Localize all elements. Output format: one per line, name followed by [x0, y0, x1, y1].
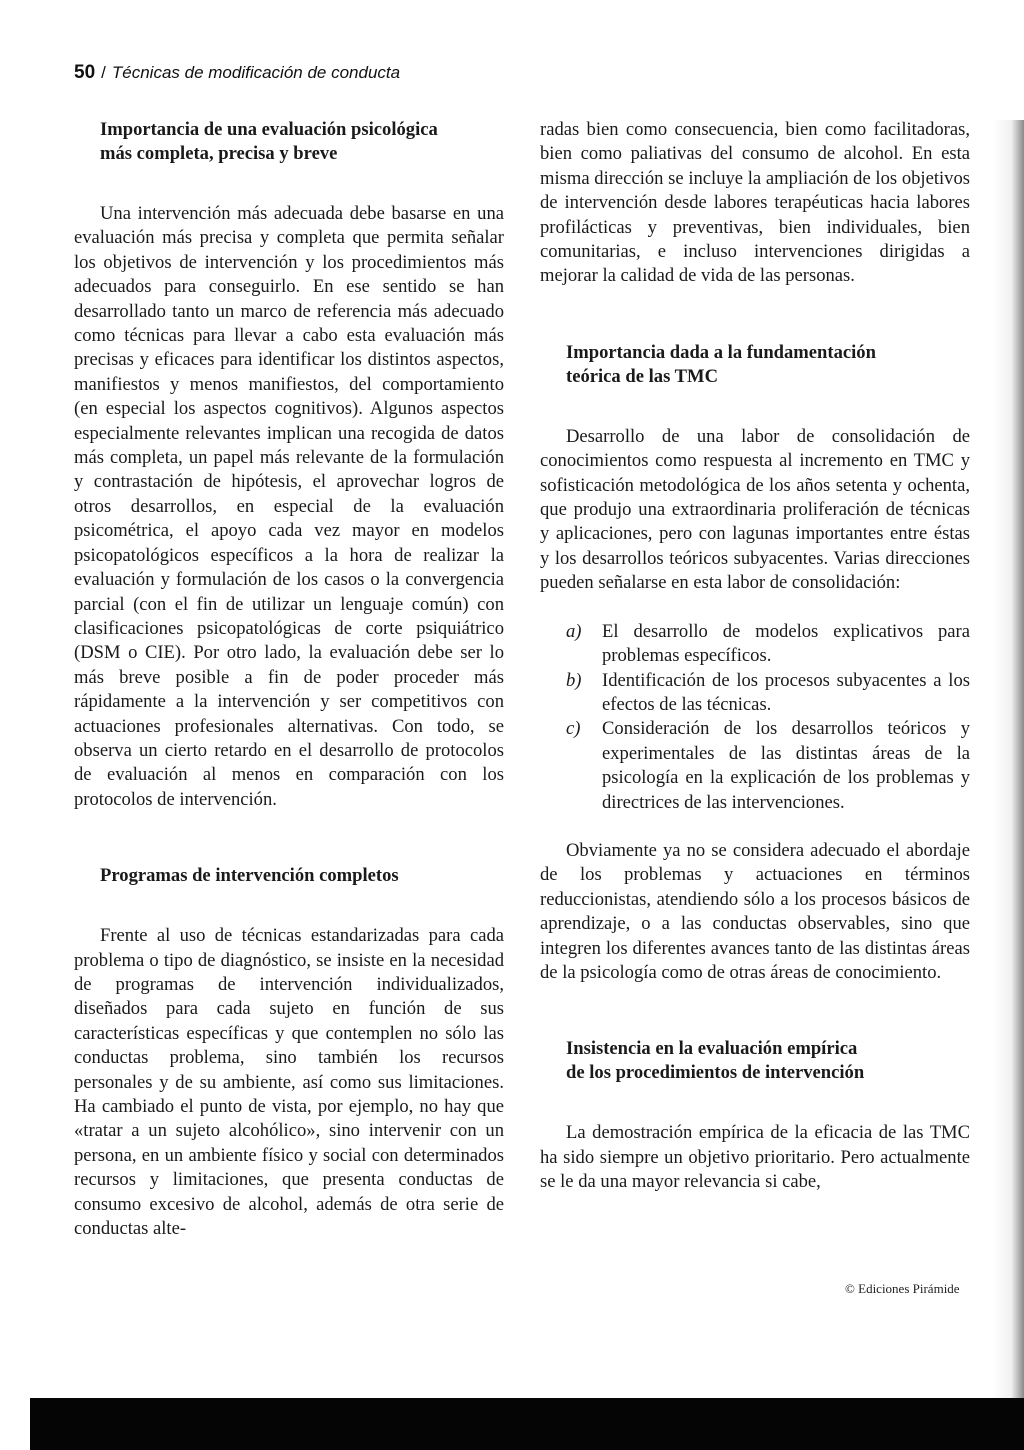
paragraph-programas: Frente al uso de técnicas estandarizadas para cada problema o tipo de diagnóstico, se insiste en la necesidad de programas de intervención individualizados, diseñados para cada sujeto en función de sus características específicas y que contemplen no sólo las conductas problema, sino también los recursos personales y de su ambiente, así como sus limitaciones. Ha cambiado el punto de vista, por ejemplo, no hay que «tratar a un sujeto alcohólico», sino intervenir con un persona, en un ambiente físico y social con determinados recursos y limitaciones, que presenta conductas de consumo excesivo de alcohol, además de otra serie de conductas alte- — [74, 925, 504, 1240]
paragraph-fundamentacion: Desarrollo de una labor de consolidación de conocimientos como respuesta al incremento en TMC y sofisticación metodológica de los años setenta y ochenta, que produjo una extraordinaria proliferación de técnicas y aplicaciones, pero con lagunas importantes entre éstas y los desarrollos teóricos subyacentes. Varias direcciones pueden señalarse en esta labor de consolidación: — [540, 425, 970, 594]
list-item — [540, 669, 970, 718]
heading-line: más completa, precisa y breve — [100, 143, 338, 164]
list-label: a) — [566, 620, 582, 642]
heading-line: Insistencia en la evaluación empírica — [566, 1038, 858, 1060]
heading-line: teórica de las TMC — [566, 365, 718, 387]
paragraph-reduccionismo: Obviamente ya no se considera adecuado el abordaje de los problemas y actuaciones en términos reduccionistas, atendiendo sólo a los procesos básicos de aprendizaje, o a las conductas observables, sino que integren los diferentes avances tanto de las distintas áreas de la psicología como de otras áreas de conocimiento. — [540, 839, 970, 983]
heading-line: Importancia de una evaluación psicológica — [100, 119, 438, 140]
list-text: Identificación de los procesos subyacentes a los efectos de las técnicas. — [602, 669, 970, 715]
header-separator: / — [101, 63, 106, 82]
running-header — [74, 62, 400, 84]
right-column — [540, 118, 970, 1195]
paragraph-evaluacion: Una intervención más adecuada debe basarse en una evaluación más precisa y completa que permita señalar los objetivos de intervención y los procedimientos más adecuados para conseguirlo. En ese sentido se han desarrollado tanto un marco de referencia más adecuado como técnicas para llevar a cabo esta evaluación más precisas y eficaces para identificar los distintos aspectos, manifiestos y menos manifiestos, del comportamiento (en especial los aspectos cognitivos). Algunos aspectos especialmente relevantes implican una recogida de datos más completa, un papel más relevante de la formulación y contrastación de hipótesis, el aprovechar logros de otros desarrollos, en especial de la evaluación psicométrica, el apoyo cada vez mayor en modelos psicopatológicos específicos a la hora de realizar la evaluación y formulación de los casos o la convergencia parcial (con el fin de utilizar un lenguaje común) con clasificaciones psicopatológicas de corte psiquiátrico (DSM o CIE). Por otro lado, la evaluación debe ser lo más breve posible a fin de poder proceder más rápidamente a la intervención y ser competitivos con actuaciones profesionales alternativas. Con todo, se observa un cierto retardo en el desarrollo de protocolos de evaluación al menos en comparación con los protocolos de intervención. — [74, 203, 504, 810]
paragraph-continuation: radas bien como consecuencia, bien como facilitadoras, bien como paliativas del consumo de alcohol. En esta misma dirección se incluye la ampliación de los objetivos de intervención desde labores terapéuticas hacia labores profilácticas y preventivas, bien individuales, bien comunitarias, e incluso intervenciones dirigidas a mejorar la calidad de vida de las personas. — [540, 119, 970, 287]
paragraph-evaluacion-empirica: La demostración empírica de la eficacia de las TMC ha sido siempre un objetivo prioritario. Pero actualmente se le da una mayor relevancia si cabe, — [540, 1122, 970, 1193]
list-item — [540, 620, 970, 669]
section-heading-evaluacion — [100, 118, 504, 166]
list-label: c) — [566, 718, 581, 740]
list-label: b) — [566, 669, 582, 691]
consolidation-list — [540, 620, 970, 815]
left-column — [74, 118, 504, 1241]
list-item — [540, 717, 970, 815]
section-heading-programas: Programas de intervención completos — [100, 865, 399, 887]
section-heading-evaluacion-empirica — [566, 1037, 970, 1085]
heading-line: de los procedimientos de intervención — [566, 1062, 865, 1084]
list-text: El desarrollo de modelos explicativos para problemas específicos. — [602, 620, 970, 667]
book-title: Técnicas de modificación de conducta — [111, 63, 401, 82]
page-number: 50 — [74, 62, 96, 83]
scan-bottom-bar — [30, 1398, 1024, 1450]
section-heading-fundamentacion — [566, 341, 970, 389]
heading-line: Importancia dada a la fundamentación — [566, 341, 876, 363]
list-text: Consideración de los desarrollos teóricos y experimentales de las distintas áreas de la psicología en la explicación de los problemas y directrices de las intervenciones. — [602, 718, 970, 813]
copyright-notice: © Ediciones Pirámide — [845, 1281, 960, 1296]
scan-edge-shadow — [992, 120, 1024, 1398]
